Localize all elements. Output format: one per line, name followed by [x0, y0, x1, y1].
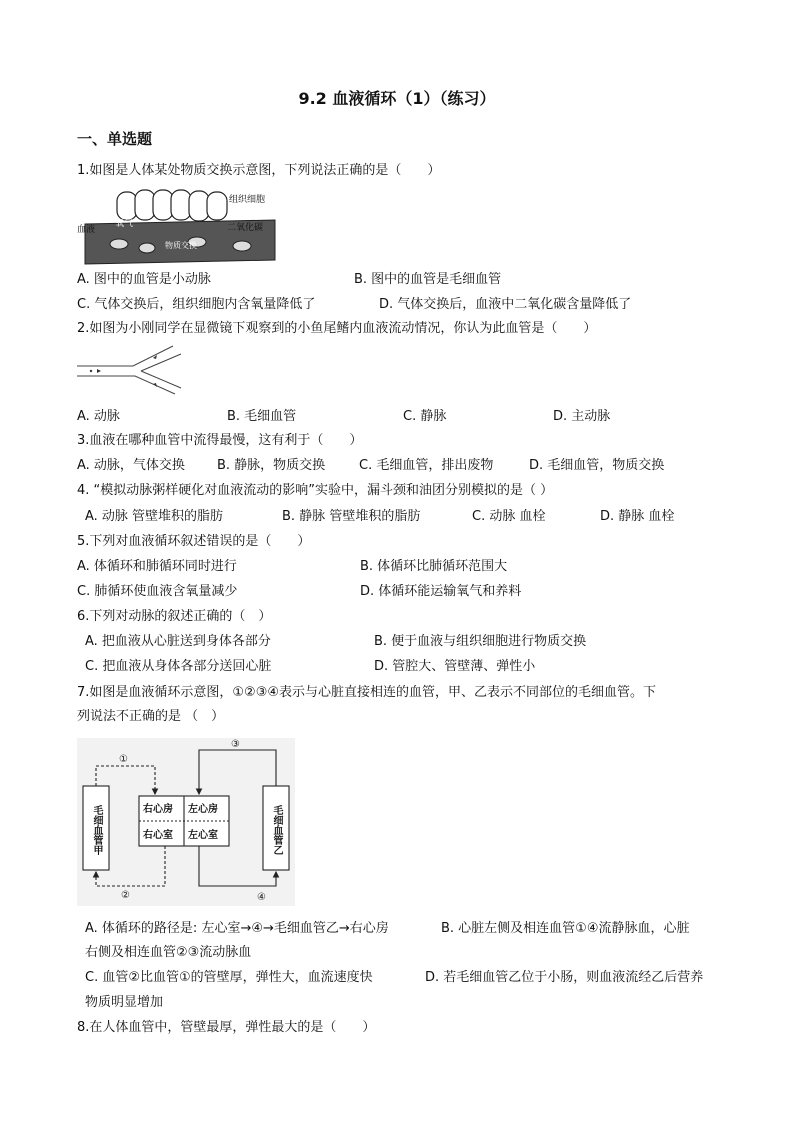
- q4-option-c[interactable]: C. 动脉 血栓: [472, 509, 546, 524]
- q3-option-a[interactable]: A. 动脉，气体交换: [77, 458, 185, 473]
- q5-option-c[interactable]: C. 肺循环使血液含氧量减少: [77, 584, 238, 599]
- question-2-stem: 2.如图为小刚同学在显微镜下观察到的小鱼尾鳍内血液流动情况，你认为此血管是（ ）: [77, 321, 597, 336]
- q2-option-c[interactable]: C. 静脉: [403, 409, 447, 424]
- page-title: 9.2 血液循环（1）（练习）: [298, 89, 496, 108]
- diagram-vessel-3: ③: [231, 739, 240, 750]
- q7-option-c[interactable]: C. 血管②比血管①的管壁厚，弹性大，血流速度快: [85, 970, 373, 985]
- right-capillary-label: 毛细血管乙: [271, 805, 282, 855]
- question-2-figure: [77, 344, 187, 396]
- label-tissue-cells: 组织细胞: [229, 195, 266, 205]
- question-8-stem: 8.在人体血管中，管壁最厚，弹性最大的是（ ）: [77, 1020, 376, 1035]
- q1-option-a[interactable]: A. 图中的血管是小动脉: [77, 272, 211, 287]
- q7-option-b-cont: 右侧及相连血管②③流动脉血: [85, 945, 252, 960]
- label-material-exchange: 物质交换: [165, 241, 197, 250]
- q6-option-b[interactable]: B. 便于血液与组织细胞进行物质交换: [374, 634, 587, 649]
- question-7-circulation-diagram: [77, 738, 295, 906]
- q7-option-d-cont: 物质明显增加: [85, 995, 164, 1010]
- question-5-stem: 5.下列对血液循环叙述错误的是（ ）: [77, 534, 311, 549]
- question-7-stem-line2: 列说法不正确的是 （ ）: [77, 709, 225, 724]
- section-heading: 一、单选题: [77, 130, 153, 148]
- q7-option-d[interactable]: D. 若毛细血管乙位于小肠，则血液流经乙后营养: [425, 970, 704, 985]
- q3-option-c[interactable]: C. 毛细血管，排出废物: [359, 458, 494, 473]
- diagram-vessel-1: ①: [119, 754, 128, 765]
- diagram-vessel-2: ②: [121, 890, 130, 901]
- question-7-stem-line1: 7.如图是血液循环示意图，①②③④表示与心脏直接相连的血管，甲、乙表示不同部位的毛细血管。下: [77, 685, 657, 700]
- left-capillary-label: 毛细血管甲: [91, 805, 102, 855]
- q2-option-a[interactable]: A. 动脉: [77, 409, 120, 424]
- heart-right-ventricle: 右心室: [143, 830, 173, 841]
- q2-option-b[interactable]: B. 毛细血管: [227, 409, 297, 424]
- q7-option-b[interactable]: B. 心脏左侧及相连血管①④流静脉血，心脏: [441, 921, 690, 936]
- label-blood: 血液: [77, 225, 96, 235]
- q4-option-d[interactable]: D. 静脉 血栓: [600, 509, 675, 524]
- q3-option-d[interactable]: D. 毛细血管，物质交换: [529, 458, 665, 473]
- heart-left-ventricle: 左心室: [188, 830, 218, 841]
- q5-option-a[interactable]: A. 体循环和肺循环同时进行: [77, 559, 237, 574]
- q6-option-c[interactable]: C. 把血液从身体各部分送回心脏: [85, 659, 272, 674]
- q2-option-d[interactable]: D. 主动脉: [553, 409, 611, 424]
- q1-option-c[interactable]: C. 气体交换后，组织细胞内含氧量降低了: [77, 297, 316, 312]
- question-1-figure: [77, 186, 277, 266]
- question-4-stem: 4. “模拟动脉粥样硬化对血液流动的影响”实验中，漏斗颈和油团分别模拟的是（ ）: [77, 483, 554, 498]
- q3-option-b[interactable]: B. 静脉，物质交换: [217, 458, 326, 473]
- q5-option-d[interactable]: D. 体循环能运输氧气和养料: [360, 584, 522, 599]
- q1-option-b[interactable]: B. 图中的血管是毛细血管: [354, 272, 502, 287]
- label-co2: 二氧化碳: [227, 223, 264, 233]
- q6-option-a[interactable]: A. 把血液从心脏送到身体各部分: [85, 634, 271, 649]
- question-1-stem: 1.如图是人体某处物质交换示意图，下列说法正确的是（ ）: [77, 163, 441, 178]
- q4-option-a[interactable]: A. 动脉 管壁堆积的脂肪: [85, 509, 224, 524]
- diagram-vessel-4: ④: [257, 892, 266, 903]
- q5-option-b[interactable]: B. 体循环比肺循环范围大: [360, 559, 508, 574]
- question-3-stem: 3.血液在哪种血管中流得最慢，这有利于（ ）: [77, 433, 363, 448]
- heart-right-atrium: 右心房: [143, 804, 173, 815]
- question-6-stem: 6.下列对动脉的叙述正确的（ ）: [77, 609, 272, 624]
- label-oxygen: 氧气: [115, 219, 134, 229]
- q4-option-b[interactable]: B. 静脉 管壁堆积的脂肪: [282, 509, 421, 524]
- heart-left-atrium: 左心房: [188, 804, 218, 815]
- q6-option-d[interactable]: D. 管腔大、管壁薄、弹性小: [374, 659, 536, 674]
- q1-option-d[interactable]: D. 气体交换后，血液中二氧化碳含量降低了: [379, 297, 632, 312]
- q7-option-a[interactable]: A. 体循环的路径是: 左心室→④→毛细血管乙→右心房: [85, 921, 389, 936]
